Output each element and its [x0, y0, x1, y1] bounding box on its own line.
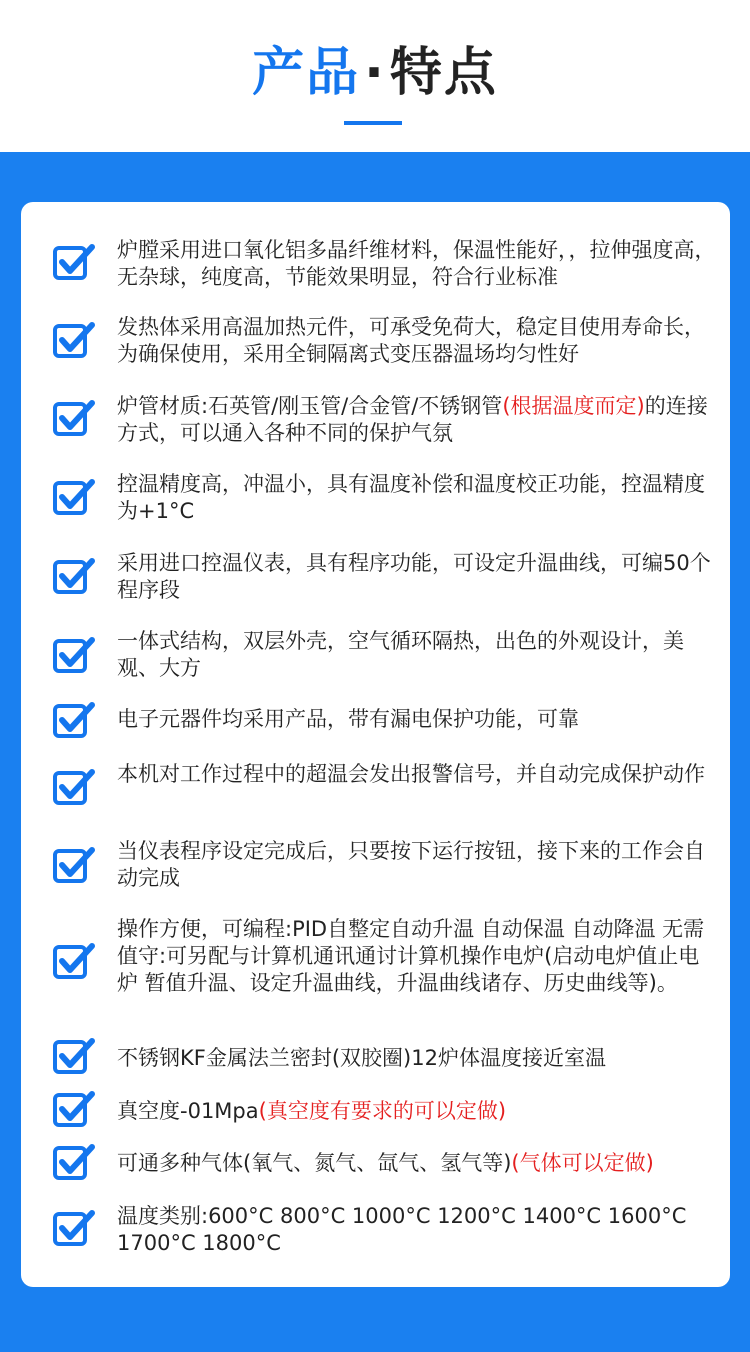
- feature-text: 采用进口控温仪表，具有程序功能，可设定升温曲线，可编50个程序段: [117, 551, 711, 602]
- feature-text: 发热体采用高温加热元件，可承受免荷大，稳定目使用寿命长，为确保使用，采用全铜隔离式变压器温场均匀性好: [117, 315, 705, 366]
- checkbox-check-icon: [51, 1206, 95, 1250]
- feature-text-highlight: (根据温度而定): [502, 394, 645, 418]
- title-underline: [344, 121, 402, 125]
- title-part-features: 特点: [389, 43, 498, 103]
- checkbox-check-icon: [51, 633, 95, 677]
- checkbox-check-icon: [51, 939, 95, 983]
- feature-text: 操作方便，可编程:PID自整定自动升温 自动保温 自动降温 无需值守:可另配与计算机通讯通讨计算机操作电炉(启动电炉值止电炉 暂值升温、设定升温曲线，升温曲线诸存、历史曲线等)。: [117, 917, 705, 995]
- feature-text-highlight: (真空度有要求的可以定做): [258, 1099, 507, 1123]
- checkbox-check-icon: [51, 843, 95, 887]
- feature-text-main: 炉管材质:石英管/刚玉管/合金管/不锈钢管: [117, 394, 503, 418]
- feature-text: 当仪表程序设定完成后，只要按下运行按钮，接下来的工作会自动完成: [117, 839, 705, 890]
- checkbox-check-icon: [51, 1087, 95, 1131]
- checkbox-check-icon: [51, 318, 95, 362]
- checkbox-check-icon: [51, 765, 95, 809]
- feature-text: [117, 1150, 717, 1177]
- title-part-product: 产品: [252, 43, 361, 103]
- feature-text-main: 可通多种气体(氧气、氮气、氙气、氢气等): [117, 1151, 512, 1175]
- feature-text-suffix: 的连接方式，可以通入各种不同的保护气氛: [117, 394, 708, 445]
- checkbox-check-icon: [51, 1140, 95, 1184]
- feature-text: 温度类别:600°C 800°C 1000°C 1200°C 1400°C 1600°C 1700°C 1800°C: [117, 1204, 687, 1255]
- feature-text: 炉膛采用进口氧化铝多晶纤维材料，保温性能好，，拉伸强度高，无杂球，纯度高，节能效果明显，符合行业标准: [117, 238, 716, 289]
- checkbox-check-icon: [51, 1034, 95, 1078]
- checkbox-check-icon: [51, 396, 95, 440]
- checkbox-check-icon: [51, 240, 95, 284]
- checkbox-check-icon: [51, 475, 95, 519]
- feature-text: [117, 1098, 717, 1125]
- feature-text-highlight: (气体可以定做): [511, 1151, 654, 1175]
- feature-text-main: 真空度-01Mpa: [117, 1099, 259, 1123]
- feature-text: 一体式结构，双层外壳，空气循环隔热，出色的外观设计，美观、大方: [117, 629, 684, 680]
- checkbox-check-icon: [51, 698, 95, 742]
- feature-text: 本机对工作过程中的超温会发出报警信号，并自动完成保护动作: [117, 762, 705, 786]
- feature-card: [21, 202, 730, 1287]
- feature-text: 控温精度高，冲温小，具有温度补偿和温度校正功能，控温精度为+1°C: [117, 472, 705, 523]
- page-title: [0, 38, 750, 108]
- page-header: [0, 0, 750, 152]
- feature-text: 电子元器件均采用产品，带有漏电保护功能，可靠: [117, 707, 579, 731]
- feature-text: 不锈钢KF金属法兰密封(双胶圈)12炉体温度接近室温: [117, 1046, 606, 1070]
- feature-text: [117, 393, 717, 447]
- checkbox-check-icon: [51, 554, 95, 598]
- title-dot: ·: [364, 43, 386, 103]
